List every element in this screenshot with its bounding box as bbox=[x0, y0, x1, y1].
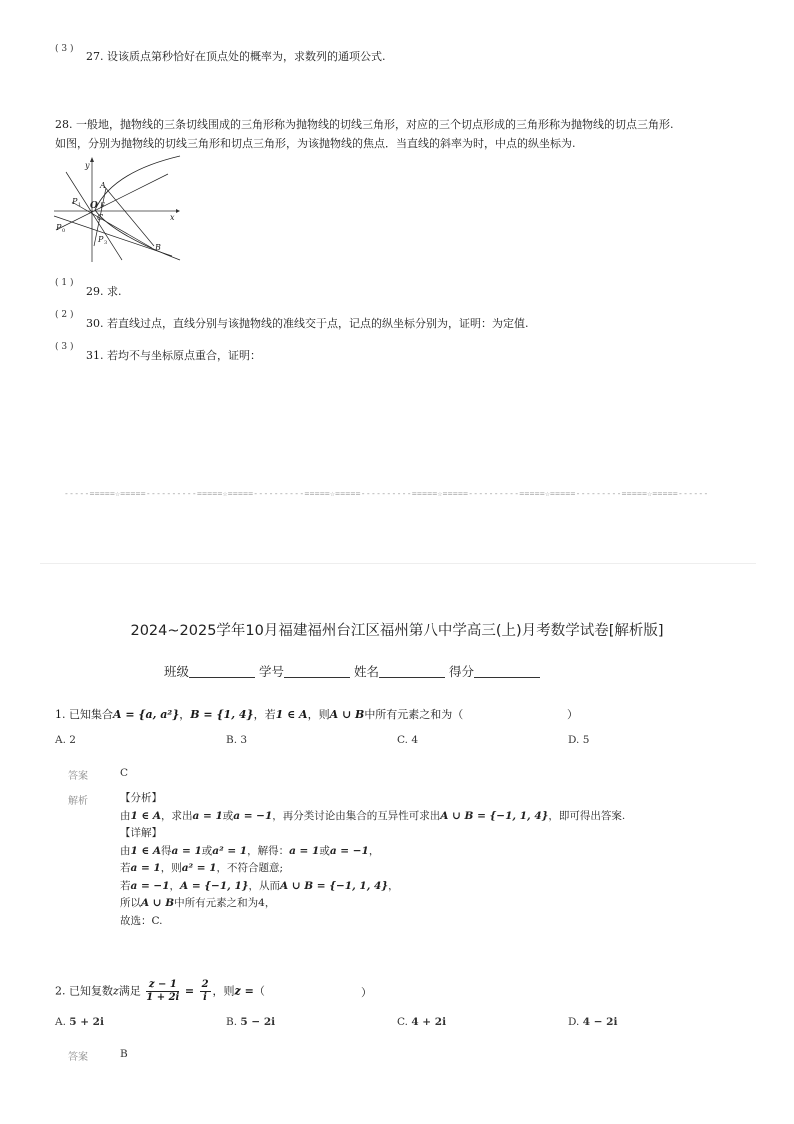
option-value: 5 + 2i bbox=[69, 1016, 104, 1028]
class-label: 班级 bbox=[164, 664, 190, 679]
q2-fraction-1: $\frac{z - 1}{1 + 2i}$ bbox=[146, 979, 180, 1003]
label-O: O bbox=[90, 201, 98, 211]
option-value: 4 + 2i bbox=[411, 1016, 447, 1028]
q2-option-b[interactable] bbox=[226, 1016, 275, 1028]
detail-conclusion: 故选：C. bbox=[120, 914, 163, 927]
option-value: 5 bbox=[582, 734, 590, 746]
option-value: 4 bbox=[411, 734, 419, 746]
chord-line bbox=[72, 202, 152, 248]
q2-z-eq: z = bbox=[234, 984, 254, 998]
q28-number: 28. bbox=[55, 118, 73, 131]
q1-answer-label: 答案 bbox=[68, 771, 88, 782]
q2-fraction-2: $\frac{2}{i}$ bbox=[201, 979, 209, 1003]
q2-stem-pre: 已知复数 bbox=[69, 984, 113, 998]
q1-option-d[interactable] bbox=[568, 734, 589, 746]
q1-answer-value: C bbox=[120, 767, 129, 779]
name-field[interactable] bbox=[379, 665, 445, 678]
q30-text bbox=[86, 315, 529, 331]
q31-number: 31. bbox=[86, 349, 104, 362]
label-F: F bbox=[100, 202, 105, 210]
label-y: y bbox=[85, 161, 90, 170]
q1-stem bbox=[55, 706, 463, 722]
q2-option-a[interactable] bbox=[55, 1016, 104, 1028]
detail-heading: 【详解】 bbox=[120, 827, 162, 839]
label-C: C bbox=[97, 213, 104, 222]
q1-analysis bbox=[120, 790, 625, 930]
q2-number: 2. bbox=[55, 984, 66, 998]
detail-line: 若a = −1，A = {−1, 1}，从而A ∪ B = {−1, 1, 4}， bbox=[120, 879, 399, 892]
q29-number: 29. bbox=[86, 285, 104, 298]
q1-stem-pre: 已知集合 bbox=[69, 708, 113, 721]
q1-set-b: B = {1, 4} bbox=[190, 708, 254, 721]
q2-stem-tail: ，则 bbox=[212, 984, 235, 998]
q1-stem-tail: 中所有元素之和为（ bbox=[364, 708, 464, 721]
student-id-field[interactable] bbox=[284, 665, 350, 678]
q2-paren-open: （ bbox=[253, 984, 265, 998]
label-P3-sub: 3 bbox=[104, 240, 108, 246]
q27-body: 设该质点第秒恰好在顶点处的概率为，求数列的通项公式. bbox=[107, 50, 386, 63]
option-value: 5 − 2i bbox=[240, 1016, 276, 1028]
label-x: x bbox=[170, 213, 175, 222]
q2-var: z bbox=[113, 984, 119, 998]
label-A: A bbox=[100, 181, 106, 190]
analysis-line: 由1 ∈ A，求出a = 1或a = −1，再分类讨论由集合的互异性可求出A ∪ B = {−1, 1, 4}，即可得出答案. bbox=[120, 809, 626, 822]
name-label: 姓名 bbox=[354, 664, 380, 679]
option-label: B. bbox=[226, 1016, 238, 1028]
q27-text bbox=[86, 48, 386, 64]
q28-line2: 如图，分别为抛物线的切线三角形和切点三角形，为该抛物线的焦点．当直线的斜率为时，中点的纵坐标为. bbox=[55, 137, 576, 150]
analysis-heading: 【分析】 bbox=[120, 792, 162, 804]
q2-option-d[interactable] bbox=[568, 1016, 617, 1028]
q2-stem bbox=[55, 979, 265, 1004]
detail-line: 若a = 1，则a² = 1，不符合题意; bbox=[120, 862, 284, 874]
page-title: 2024~2025学年10月福建福州台江区福州第八中学高三(上)月考数学试卷[解析版] bbox=[130, 623, 664, 639]
q2-answer-value: B bbox=[120, 1048, 128, 1060]
label-B: B bbox=[155, 243, 161, 252]
label-P0: P bbox=[56, 223, 62, 232]
q27-number: 27. bbox=[86, 50, 104, 63]
student-id-label: 学号 bbox=[259, 664, 285, 679]
page-separator bbox=[40, 563, 756, 564]
parabola-figure bbox=[52, 152, 184, 264]
detail-line: 所以A ∪ B中所有元素之和为4， bbox=[120, 897, 276, 909]
q30-body: 若直线过点，直线分别与该抛物线的准线交于点，记点的纵坐标分别为，证明：为定值. bbox=[107, 317, 529, 330]
option-label: C. bbox=[397, 1016, 408, 1028]
q1-stem-mid: ，若 bbox=[253, 708, 276, 721]
option-value: 3 bbox=[240, 734, 248, 746]
q30-number: 30. bbox=[86, 317, 104, 330]
section-divider: -----=====☆=====----------=====☆=====----------=====☆=====----------=====☆=====----------=====☆=====---------=====☆=====------ bbox=[64, 489, 709, 498]
q1-comma: ， bbox=[179, 708, 191, 721]
label-P0-sub: 0 bbox=[62, 228, 66, 234]
q31-text bbox=[86, 347, 261, 363]
q1-stem-mid2: ，则 bbox=[307, 708, 330, 721]
option-label: D. bbox=[568, 734, 580, 746]
score-field[interactable] bbox=[474, 665, 540, 678]
option-label: D. bbox=[568, 1016, 580, 1028]
option-label: C. bbox=[397, 734, 408, 746]
q1-union: A ∪ B bbox=[329, 708, 365, 721]
q31-body: 若均不与坐标原点重合，证明： bbox=[107, 349, 261, 362]
option-label: A. bbox=[55, 734, 66, 746]
q1-option-a[interactable] bbox=[55, 734, 76, 746]
q30-sub-label: ( 2 ) bbox=[55, 310, 74, 320]
class-field[interactable] bbox=[189, 665, 255, 678]
q28-line1 bbox=[55, 116, 674, 132]
q2-option-c[interactable] bbox=[397, 1016, 446, 1028]
q27-sub-label: ( 3 ) bbox=[55, 44, 74, 54]
q2-equals: = bbox=[184, 984, 195, 998]
option-label: B. bbox=[226, 734, 238, 746]
q1-condition: 1 ∈ A bbox=[275, 708, 308, 721]
y-axis-arrow bbox=[90, 157, 94, 162]
label-P1: P bbox=[72, 197, 78, 206]
q1-set-a: A = {a, a²} bbox=[113, 708, 180, 721]
score-label: 得分 bbox=[449, 664, 475, 679]
q2-answer-label: 答案 bbox=[68, 1052, 88, 1063]
student-info-row bbox=[164, 662, 540, 680]
option-value: 4 − 2i bbox=[582, 1016, 618, 1028]
label-P3: P bbox=[98, 235, 104, 244]
detail-line: 由1 ∈ A得a = 1或a² = 1，解得：a = 1或a = −1， bbox=[120, 844, 380, 857]
q1-option-b[interactable] bbox=[226, 734, 247, 746]
q29-sub-label: ( 1 ) bbox=[55, 278, 74, 288]
q29-text bbox=[86, 283, 122, 299]
q29-body: 求. bbox=[107, 285, 122, 298]
x-axis-arrow bbox=[176, 209, 180, 213]
q1-option-c[interactable] bbox=[397, 734, 418, 746]
q1-paren-close: ） bbox=[567, 708, 578, 721]
label-P1-sub: 1 bbox=[78, 202, 82, 208]
q1-analysis-label: 解析 bbox=[68, 796, 88, 807]
option-value: 2 bbox=[69, 734, 76, 746]
option-label: A. bbox=[55, 1016, 66, 1028]
q2-stem-mid: 满足 bbox=[118, 984, 141, 998]
q1-number: 1. bbox=[55, 708, 66, 721]
q2-paren-close: ） bbox=[361, 986, 372, 999]
q31-sub-label: ( 3 ) bbox=[55, 342, 74, 352]
q28-body-1: 一般地，抛物线的三条切线围成的三角形称为抛物线的切线三角形，对应的三个切点形成的三角形称为抛物线的切点三角形. bbox=[76, 118, 674, 131]
